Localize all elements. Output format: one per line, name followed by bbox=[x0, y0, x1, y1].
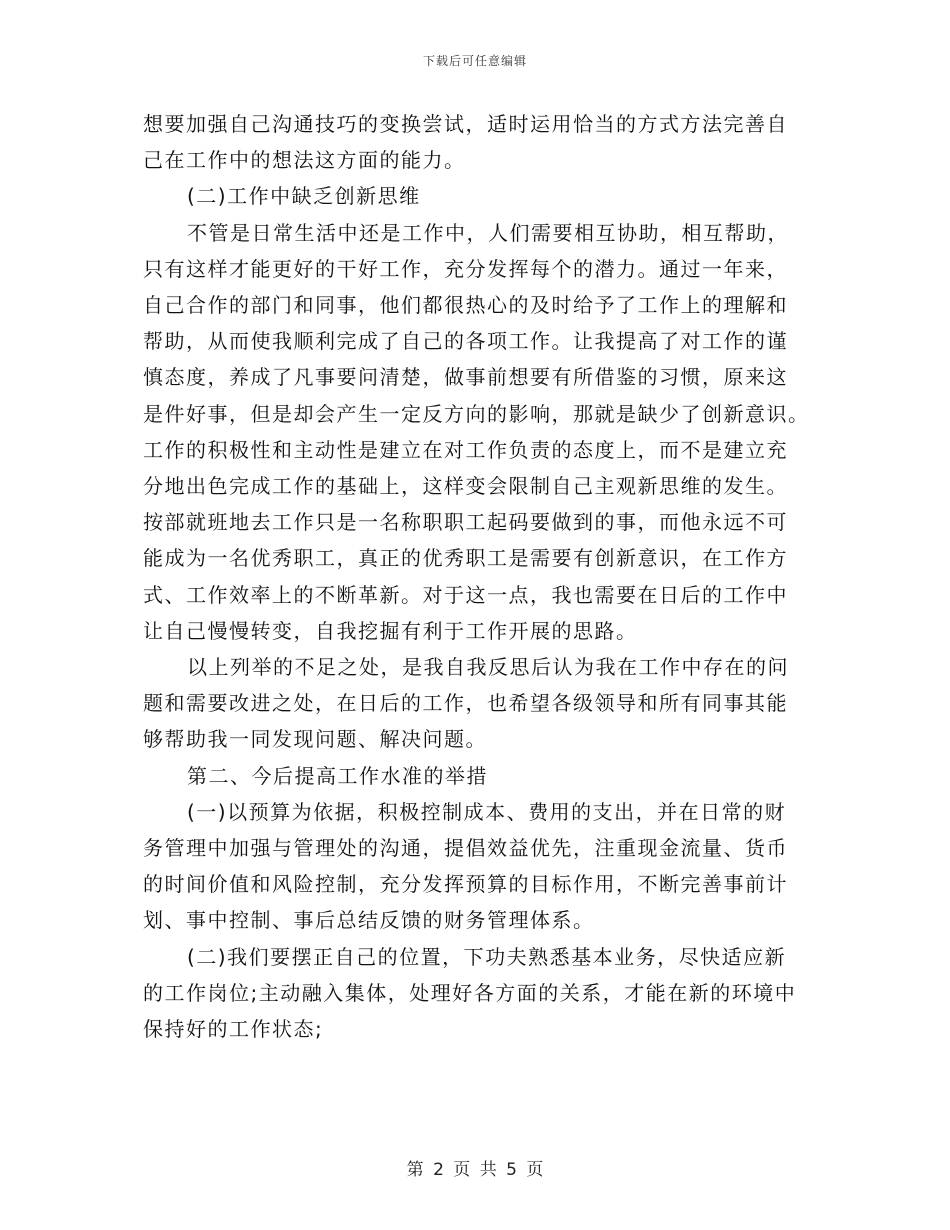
text-line: 保持好的工作状态; bbox=[143, 1017, 324, 1042]
text-line: 让自己慢慢转变，自我挖掘有利于工作开展的思路。 bbox=[143, 618, 638, 643]
text-line: 帮助，从而使我顺利完成了自己的各项工作。让我提高了对工作的谨 bbox=[143, 329, 788, 354]
text-line: 己在工作中的想法这方面的能力。 bbox=[143, 148, 466, 173]
text-line: 慎态度，养成了凡事要问清楚，做事前想要有所借鉴的习惯，原来这 bbox=[143, 365, 788, 390]
page-header-note: 下载后可任意编辑 bbox=[422, 54, 527, 68]
text-line: 式、工作效率上的不断革新。对于这一点，我也需要在日后的工作中 bbox=[143, 582, 788, 607]
text-line: (一)以预算为依据，积极控制成本、费用的支出，并在日常的财 bbox=[187, 799, 787, 824]
section-heading: 第二、今后提高工作水准的举措 bbox=[187, 763, 488, 788]
text-line: 务管理中加强与管理处的沟通，提倡效益优先，注重现金流量、货币 bbox=[143, 836, 788, 861]
text-line: 是件好事，但是却会产生一定反方向的影响，那就是缺少了创新意识。 bbox=[143, 401, 810, 426]
text-line: 分地出色完成工作的基础上，这样变会限制自己主观新思维的发生。 bbox=[143, 474, 788, 499]
text-line: 能成为一名优秀职工，真正的优秀职工是需要有创新意识，在工作方 bbox=[143, 546, 788, 571]
text-line: 只有这样才能更好的干好工作，充分发挥每个的潜力。通过一年来， bbox=[143, 256, 788, 281]
text-line: 的时间价值和风险控制，充分发挥预算的目标作用，不断完善事前计 bbox=[143, 872, 788, 897]
text-line: 想要加强自己沟通技巧的变换尝试，适时运用恰当的方式方法完善自 bbox=[143, 112, 788, 136]
text-line: 题和需要改进之处，在日后的工作，也希望各级领导和所有同事其能 bbox=[143, 691, 788, 716]
text-line: 自己合作的部门和同事，他们都很热心的及时给予了工作上的理解和 bbox=[143, 293, 788, 318]
text-line: 以上列举的不足之处，是我自我反思后认为我在工作中存在的问 bbox=[187, 655, 789, 680]
section-heading: (二)工作中缺乏创新思维 bbox=[187, 184, 421, 209]
text-line: 不管是日常生活中还是工作中，人们需要相互协助，相互帮助， bbox=[187, 220, 789, 245]
text-line: 够帮助我一同发现问题、解决问题。 bbox=[143, 727, 487, 752]
document-body bbox=[143, 106, 808, 1047]
text-line: 按部就班地去工作只是一名称职职工起码要做到的事，而他永远不可 bbox=[143, 510, 788, 535]
text-line: 的工作岗位;主动融入集体，处理好各方面的关系，才能在新的环境中 bbox=[143, 980, 797, 1005]
text-line: 工作的积极性和主动性是建立在对工作负责的态度上，而不是建立充 bbox=[143, 437, 788, 462]
page-footer-indicator: 第 2 页 共 5 页 bbox=[406, 1160, 544, 1180]
text-line: (二)我们要摆正自己的位置，下功夫熟悉基本业务，尽快适应新 bbox=[187, 944, 787, 969]
text-line: 划、事中控制、事后总结反馈的财务管理体系。 bbox=[143, 908, 595, 933]
